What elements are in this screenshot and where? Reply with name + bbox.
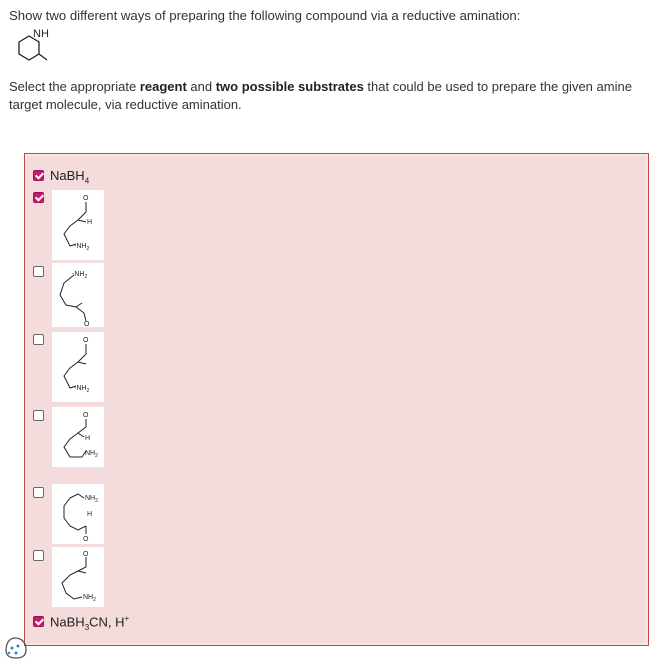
svg-text:NH2: $NH_2$: [85, 495, 98, 504]
svg-text:H: H: [87, 511, 93, 518]
cookie-settings-icon[interactable]: [2, 636, 30, 660]
svg-text:NH2: $NH_2$: [85, 450, 98, 459]
label-nabh4: NaBH$_4$: [50, 168, 90, 186]
svg-text:O: O: [83, 195, 89, 202]
svg-text:H: H: [87, 219, 93, 226]
substrate-6-structure[interactable]: [52, 547, 104, 607]
svg-text:NH2: $NH_2$: [83, 594, 96, 603]
svg-text:O: O: [83, 536, 89, 543]
checkbox-nabh3cn[interactable]: [33, 616, 44, 627]
checkbox-substrate-1[interactable]: [33, 192, 44, 203]
label-nabh3cn: NaBH$_3$CN, H+: [50, 614, 130, 632]
target-molecule: [9, 24, 59, 64]
svg-text:-NH2: $-NH_2$: [74, 385, 90, 394]
svg-text:O: O: [83, 337, 89, 344]
svg-text:H: H: [85, 435, 91, 442]
substrate-1-structure[interactable]: [52, 190, 104, 260]
substrate-4-structure[interactable]: [52, 407, 104, 467]
question-prompt: Show two different ways of preparing the following compound via a reductive amination:: [9, 8, 521, 23]
svg-text:O: O: [84, 321, 90, 327]
instruction-text: Select the appropriate reagent and two possible substrates that could be used to prepare the given amine target molecule, via reductive amination.: [9, 79, 632, 112]
answer-box: [24, 153, 649, 646]
svg-text:-NH2: $-NH_2$: [74, 243, 90, 252]
checkbox-nabh4[interactable]: [33, 170, 44, 181]
target-nh-label: NH: [33, 28, 49, 40]
svg-text:O: O: [83, 412, 89, 419]
checkbox-substrate-3[interactable]: [33, 334, 44, 345]
substrate-3-structure[interactable]: [52, 332, 104, 402]
svg-text:-NH2: $-NH_2$: [72, 271, 88, 280]
checkbox-substrate-5[interactable]: [33, 487, 44, 498]
svg-text:O: O: [83, 551, 89, 558]
checkbox-substrate-2[interactable]: [33, 266, 44, 277]
substrate-2-structure[interactable]: [52, 263, 104, 327]
checkbox-substrate-6[interactable]: [33, 550, 44, 561]
substrate-5-structure[interactable]: [52, 484, 104, 544]
checkbox-substrate-4[interactable]: [33, 410, 44, 421]
